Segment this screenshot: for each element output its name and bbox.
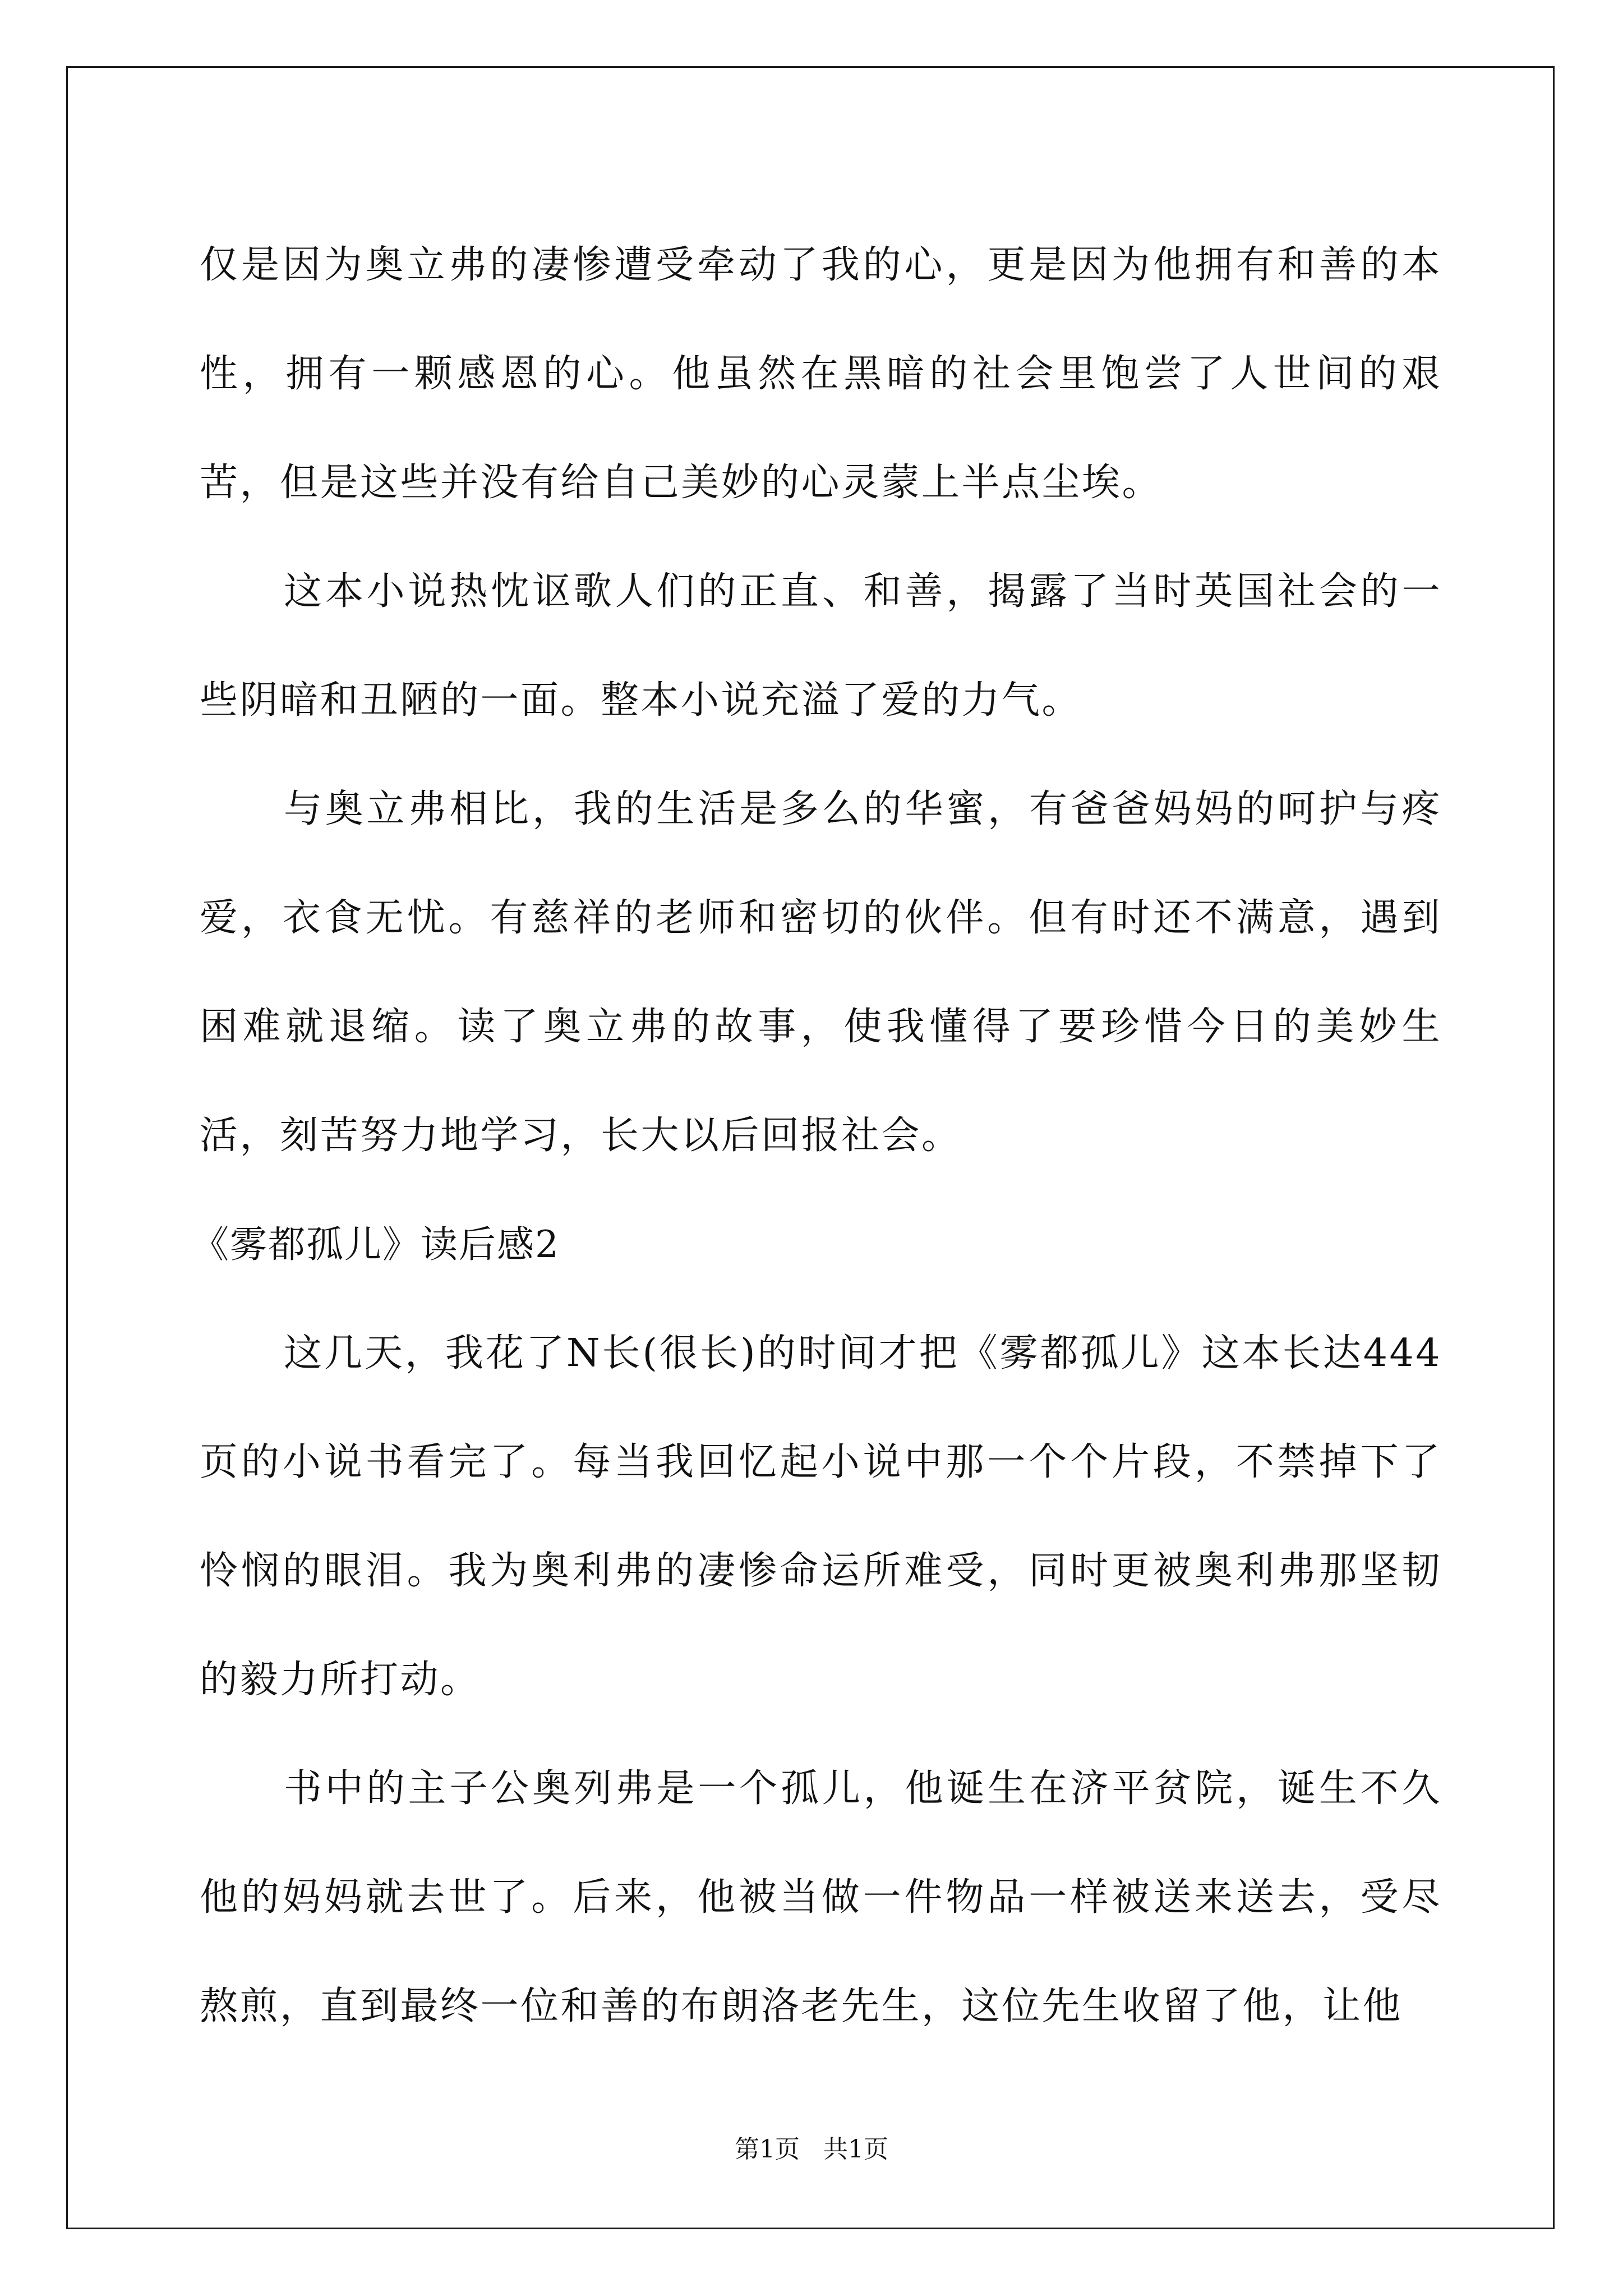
body-paragraph-3: 与奥立弗相比，我的生活是多么的华蜜，有爸爸妈妈的呵护与疼爱，衣食无忧。有慈祥的老师和密切的伙伴。但有时还不满意，遇到困难就退缩。读了奥立弗的故事，使我懂得了要珍惜今日的美妙生活，刻苦努力地学习，长大以后回报社会。 xyxy=(200,787,1442,1158)
page-number: 第1页 xyxy=(735,2135,800,2164)
page-footer xyxy=(0,2133,1623,2166)
body-paragraph-5: 书中的主子公奥列弗是一个孤儿，他诞生在济平贫院，诞生不久他的妈妈就去世了。后来，他被当做一件物品一样被送来送去，受尽熬煎，直到最终一位和善的布朗洛老先生，这位先生收留了他，让他 xyxy=(200,1766,1442,2028)
document-body xyxy=(192,211,1442,2061)
section-heading: 《雾都孤儿》读后感2 xyxy=(192,1223,560,1266)
body-paragraph-2: 这本小说热忱讴歌人们的正直、和善，揭露了当时英国社会的一些阴暗和丑陋的一面。整本小说充溢了爱的力气。 xyxy=(200,569,1442,723)
body-paragraph-4: 这几天，我花了N长(很长)的时间才把《雾都孤儿》这本长达444页的小说书看完了。每当我回忆起小说中那一个个片段，不禁掉下了怜悯的眼泪。我为奥利弗的凄惨命运所难受，同时更被奥利弗那坚韧的毅力所打动。 xyxy=(200,1331,1442,1702)
body-paragraph-1: 仅是因为奥立弗的凄惨遭受牵动了我的心，更是因为他拥有和善的本性，拥有一颗感恩的心。他虽然在黑暗的社会里饱尝了人世间的艰苦，但是这些并没有给自己美妙的心灵蒙上半点尘埃。 xyxy=(200,243,1442,505)
page-total: 共1页 xyxy=(823,2135,888,2164)
